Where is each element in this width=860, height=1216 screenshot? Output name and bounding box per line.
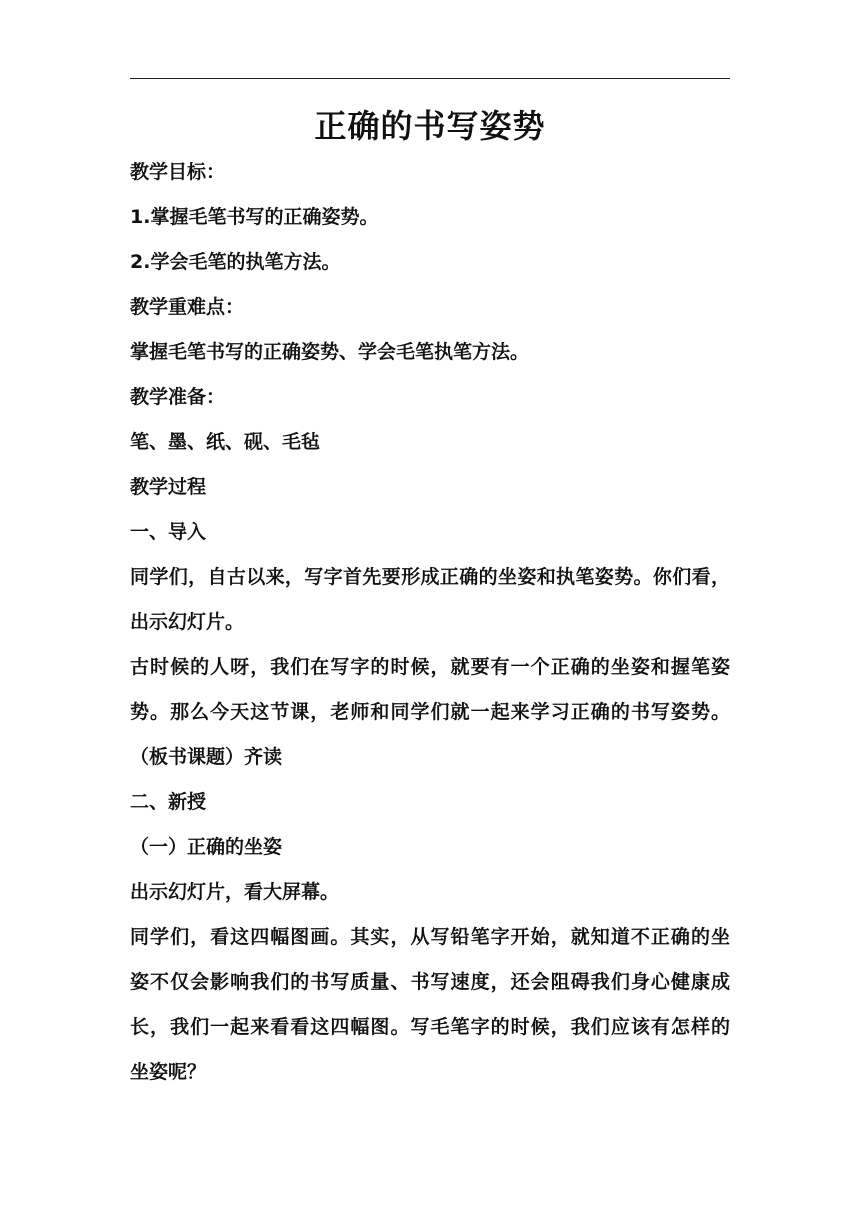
paragraph-prep-heading: 教学准备：	[130, 386, 226, 408]
paragraph-line: 古时候的人呀，我们在写字的时候，就要有一个正确的坐姿和握笔姿	[130, 656, 730, 678]
paragraph-line: 同学们，自古以来，写字首先要形成正确的坐姿和执笔姿势。你们看，	[130, 566, 730, 588]
paragraph-line: 姿不仅会影响我们的书写质量、书写速度，还会阻碍我们身心健康成	[130, 971, 730, 993]
paragraph-line: 同学们，看这四幅图画。其实，从写铅笔字开始，就知道不正确的坐	[130, 926, 730, 948]
paragraph-line: 坐姿呢？	[130, 1061, 207, 1083]
paragraph-line: 出示幻灯片，看大屏幕。	[130, 881, 340, 903]
paragraph-section-new: 二、新授	[130, 791, 207, 813]
paragraph-line: 势。那么今天这节课，老师和同学们就一起来学习正确的书写姿势。	[130, 701, 730, 723]
document-title: 正确的书写姿势	[314, 107, 546, 145]
paragraph-subsection-posture: （一）正确的坐姿	[130, 836, 283, 858]
paragraph-prep: 笔、墨、纸、砚、毛毡	[130, 431, 321, 453]
paragraph-process-heading: 教学过程	[130, 476, 207, 498]
paragraph-section-intro: 一、导入	[130, 521, 207, 543]
paragraph-line: 长，我们一起来看看这四幅图。写毛笔字的时候，我们应该有怎样的	[130, 1016, 730, 1038]
paragraph-line: 出示幻灯片。	[130, 611, 245, 633]
paragraph-line: （板书课题）齐读	[130, 746, 283, 768]
paragraph-keypoints-heading: 教学重难点：	[130, 296, 245, 318]
paragraph-goal-1: 1.掌握毛笔书写的正确姿势。	[130, 206, 379, 228]
paragraph-goal-2: 2.学会毛笔的执笔方法。	[130, 251, 341, 273]
paragraph-goals-heading: 教学目标：	[130, 161, 226, 183]
paragraph-keypoints: 掌握毛笔书写的正确姿势、学会毛笔执笔方法。	[130, 341, 530, 363]
header-rule	[130, 78, 730, 79]
